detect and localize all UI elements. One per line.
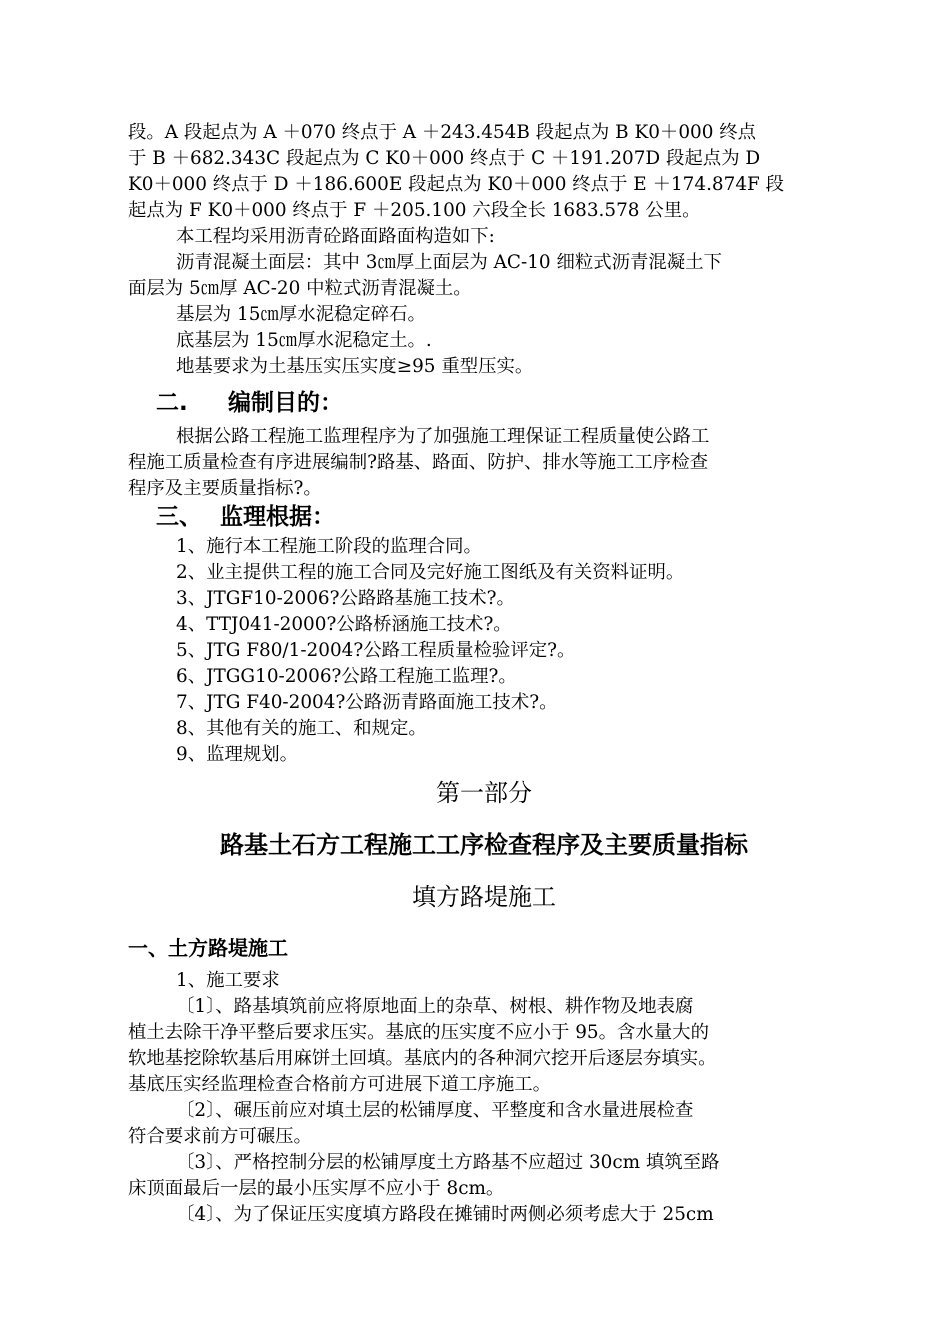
purpose-line: 根据公路工程施工监理程序为了加强施工理保证工程质量使公路工	[176, 426, 710, 447]
subbase-layer: 底基层为 15㎝厚水泥稳定土。.	[176, 330, 432, 351]
section-title: 编制目的：	[228, 390, 343, 416]
part-title: 路基土石方工程施工工序检查程序及主要质量指标	[220, 831, 748, 859]
requirement-line: 植土去除干净平整后要求压实。基底的压实度不应小于 95。含水量大的	[128, 1022, 709, 1043]
section-heading-purpose	[156, 388, 840, 418]
requirement-2	[128, 1098, 840, 1150]
pavement-intro: 本工程均采用沥青砼路面路面构造如下:	[176, 226, 495, 247]
section-number: 三、	[156, 504, 202, 530]
requirement-line: 软地基挖除软基后用麻饼土回填。基底内的各种洞穴挖开后逐层夯填实。	[128, 1048, 717, 1069]
base-layer: 基层为 15㎝厚水泥稳定碎石。	[176, 304, 426, 325]
intro-paragraph	[128, 120, 840, 224]
list-item: 9、监理规划。	[176, 744, 299, 765]
section-title: 监理根据：	[220, 504, 335, 530]
requirement-line: 〔3〕、严格控制分层的松铺厚度土方路基不应超过 30cm 填筑至路	[176, 1152, 720, 1173]
earthwork-heading: 一、土方路堤施工	[128, 936, 288, 960]
requirement-line: 〔1〕、路基填筑前应将原地面上的杂草、树根、耕作物及地表腐	[176, 996, 694, 1017]
basis-list	[128, 534, 840, 768]
surface-line: 沥青混凝土面层：其中 3㎝厚上面层为 AC-10 细粒式沥青混凝土下	[176, 252, 722, 273]
list-item: 5、JTG F80/1-2004?公路工程质量检验评定?。	[176, 640, 576, 661]
section-heading-basis	[156, 502, 840, 532]
list-item: 1、施行本工程施工阶段的监理合同。	[176, 536, 482, 557]
requirement-line: 床顶面最后一层的最小压实厚不应小于 8cm。	[128, 1178, 505, 1199]
list-item: 2、业主提供工程的施工合同及完好施工图纸及有关资料证明。	[176, 562, 685, 583]
purpose-line: 程序及主要质量指标?。	[128, 478, 322, 499]
surface-line: 面层为 5㎝厚 AC-20 中粒式沥青混凝土。	[128, 278, 472, 299]
requirements-heading: 1、施工要求	[176, 970, 280, 991]
list-item: 3、JTGF10-2006?公路路基施工技术?。	[176, 588, 515, 609]
foundation-requirement: 地基要求为土基压实压实度≥95 重型压实。	[176, 356, 534, 377]
requirement-line: 基底压实经监理检查合格前方可进展下道工序施工。	[128, 1074, 551, 1095]
intro-line: 段。A 段起点为 A ＋070 终点于 A ＋243.454B 段起点为 B K0＋000 终点	[128, 122, 757, 143]
requirement-4	[128, 1202, 840, 1228]
list-item: 6、JTGG10-2006?公路工程施工监理?。	[176, 666, 517, 687]
intro-line: K0＋000 终点于 D ＋186.600E 段起点为 K0＋000 终点于 E ＋174.874F 段	[128, 174, 785, 195]
list-item: 7、JTG F40-2004?公路沥青路面施工技术?。	[176, 692, 558, 713]
requirement-1	[128, 994, 840, 1098]
document-page	[128, 120, 840, 1228]
list-item: 8、其他有关的施工、和规定。	[176, 718, 427, 739]
requirement-line: 〔4〕、为了保证压实度填方路段在摊铺时两侧必须考虑大于 25cm	[176, 1204, 714, 1225]
surface-layer-paragraph	[128, 250, 840, 302]
requirement-3	[128, 1150, 840, 1202]
intro-line: 起点为 F K0＋000 终点于 F ＋205.100 六段全长 1683.578 公里。	[128, 200, 701, 221]
list-item: 4、TTJ041-2000?公路桥涵施工技术?。	[176, 614, 512, 635]
part-subtitle: 填方路堤施工	[412, 883, 556, 911]
purpose-paragraph	[128, 424, 840, 502]
purpose-line: 程施工质量检查有序进展编制?路基、路面、防护、排水等施工工序检查	[128, 452, 708, 473]
section-number: 二.	[156, 390, 188, 416]
requirement-line: 符合要求前方可碾压。	[128, 1126, 312, 1147]
intro-line: 于 B ＋682.343C 段起点为 C K0＋000 终点于 C ＋191.207D 段起点为 D	[128, 148, 761, 169]
requirement-line: 〔2〕、碾压前应对填土层的松铺厚度、平整度和含水量进展检查	[176, 1100, 694, 1121]
part-label: 第一部分	[436, 779, 532, 807]
